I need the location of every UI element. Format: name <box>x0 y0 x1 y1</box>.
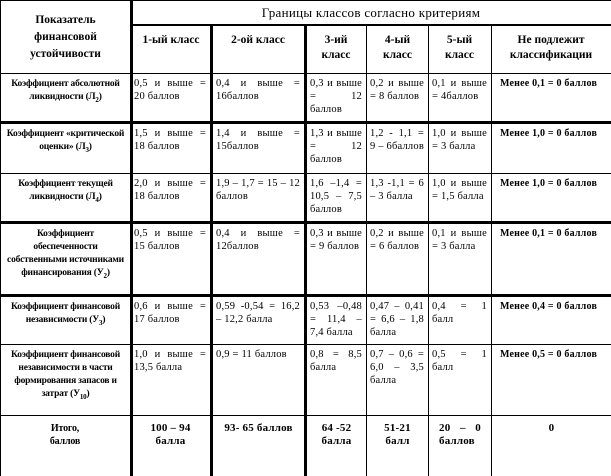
grid-col3 <box>304 25 307 476</box>
cell-class-3: 1,3 и выше = 12 баллов <box>310 128 362 165</box>
row-label <box>1 174 130 221</box>
total-cell-2: 93- 65 баллов <box>224 422 293 434</box>
class-header-5: 5-ый класс <box>444 34 475 61</box>
row-symbol-end: ) <box>98 92 102 102</box>
cell-class-1: 1,5 и выше = 18 баллов <box>134 128 206 152</box>
cell-class-1: 0,5 и выше = 20 баллов <box>134 78 206 102</box>
row-label-text: Коэффициент финансовой независимости <box>11 302 120 325</box>
row-symbol-subscript: 2 <box>95 95 99 104</box>
cell-class-5: 0,5 = 1 балл <box>432 349 487 373</box>
total-cell-1: 100 – 94 балла <box>150 422 191 447</box>
cell-class-3: 0,8 = 8,5 балла <box>310 349 362 373</box>
cell-class-3: 0,3 и выше = 12 баллов <box>310 78 362 115</box>
total-cell-6: 0 <box>548 422 555 434</box>
grid-col6 <box>491 25 492 476</box>
row-symbol-subscript: 3 <box>99 318 103 327</box>
grid-col4 <box>366 25 367 476</box>
cell-class-4: 0,2 и выше = 8 баллов <box>370 78 424 102</box>
cell-class-2: 0,4 и выше = 16баллов <box>216 78 300 102</box>
class-header-4: 4-ый класс <box>382 34 413 61</box>
total-cell-3: 64 -52 балла <box>321 422 352 447</box>
class-header-3: 3-ий класс <box>321 34 351 61</box>
row-symbol-end: ) <box>106 268 110 278</box>
row-symbol: (Л <box>75 142 86 152</box>
cell-class-4: 1,3 -1,1 = 6 – 3 балла <box>370 178 424 202</box>
corner-header-cell <box>0 0 131 74</box>
total-row-label: Итого, баллов <box>49 423 81 447</box>
cell-class-2: 1,4 и выше = 15баллов <box>216 128 300 152</box>
group-header: Границы классов согласно критериям <box>261 4 481 20</box>
cell-class-2: 0,59 -0,54 = 16,2 – 12,2 балла <box>216 301 300 325</box>
cell-not-classified: Менее 0,1 = 0 баллов <box>500 228 598 239</box>
grid-top <box>0 0 611 1</box>
row-symbol-end: ) <box>86 389 90 399</box>
cell-class-1: 1,0 и выше = 13,5 балла <box>134 349 206 373</box>
group-header-cell <box>131 0 611 25</box>
grid-col5 <box>428 25 429 476</box>
cell-class-5: 0,1 и выше = 3 балла <box>432 228 487 252</box>
row-symbol: (Л <box>85 92 96 102</box>
cell-class-4: 1,2 - 1,1 = 9 – 6баллов <box>370 128 424 152</box>
cell-class-3: 1,6 –1,4 = 10,5 – 7,5 баллов <box>310 178 362 215</box>
row-symbol-subscript: 2 <box>103 271 107 280</box>
row-label <box>1 345 130 415</box>
cell-class-5: 1,0 и выше = 1,5 балла <box>432 178 487 202</box>
row-label-text: Коэффициент «критической оценки» <box>6 129 125 152</box>
grid-col2 <box>210 25 213 476</box>
row-label-text: Коэффициент финансовой независимости в части формирования запасов и затрат <box>11 350 120 399</box>
class-header-6: Не подлежит классификации <box>509 34 593 61</box>
cell-class-4: 0,2 и выше = 6 баллов <box>370 228 424 252</box>
cell-class-1: 2,0 и выше = 18 баллов <box>134 178 206 202</box>
row-label <box>1 74 130 121</box>
cell-not-classified: Менее 1,0 = 0 баллов <box>500 178 598 189</box>
row-symbol: (У <box>89 315 100 325</box>
cell-class-5: 0,1 и выше = 4баллов <box>432 78 487 102</box>
grid-col1 <box>130 0 133 476</box>
row-label-text: Коэффициент абсолютной ликвидности <box>11 79 120 102</box>
cell-class-1: 0,5 и выше = 15 баллов <box>134 228 206 252</box>
row-symbol-end: ) <box>88 142 92 152</box>
cell-class-3: 0,3 и выше = 9 баллов <box>310 228 362 252</box>
row-symbol-end: ) <box>98 192 102 202</box>
row-symbol: (У <box>70 389 80 399</box>
class-header-2: 2-ой класс <box>231 34 285 46</box>
row-symbol-subscript: 4 <box>95 195 99 204</box>
row-symbol-subscript: 3 <box>85 145 89 154</box>
row-label <box>1 124 130 173</box>
row-symbol: (Л <box>85 192 96 202</box>
row-label <box>1 224 130 294</box>
row-label <box>1 297 130 344</box>
cell-class-5: 1,0 и выше = 3 балла <box>432 128 487 152</box>
cell-class-2: 0,9 = 11 баллов <box>216 349 287 360</box>
row-label-text: Коэффициент текущей ликвидности <box>18 179 113 202</box>
total-cell-5: 20 – 0 баллов <box>439 422 481 447</box>
cell-not-classified: Менее 0,4 = 0 баллов <box>500 301 598 312</box>
cell-class-2: 1,9 – 1,7 = 15 – 12 баллов <box>216 178 300 202</box>
cell-class-1: 0,6 и выше = 17 баллов <box>134 301 206 325</box>
cell-not-classified: Менее 0,1 = 0 баллов <box>500 78 598 89</box>
cell-class-5: 0,4 = 1 балл <box>432 301 487 325</box>
row-label-text: Коэффициент обеспеченности собственными источниками финансирования <box>7 229 124 278</box>
cell-not-classified: Менее 1,0 = 0 баллов <box>500 128 598 139</box>
row-symbol-end: ) <box>102 315 106 325</box>
grid-under-group <box>131 24 611 26</box>
cell-class-3: 0,53 –0,48 = 11,4 – 7,4 балла <box>310 301 362 338</box>
cell-not-classified: Менее 0,5 = 0 баллов <box>500 349 598 360</box>
cell-class-4: 0,7 – 0,6 = 6,0 – 3,5 балла <box>370 349 424 386</box>
total-cell-4: 51-21 балл <box>384 422 411 447</box>
class-header-1: 1-ый класс <box>142 34 200 46</box>
row-symbol-subscript: 10 <box>79 392 87 401</box>
grid-left <box>0 0 1 476</box>
cell-class-4: 0,47 – 0,41 = 6,6 – 1,8 балла <box>370 301 424 338</box>
cell-class-2: 0,4 и выше = 12баллов <box>216 228 300 252</box>
row-symbol: (У <box>93 268 104 278</box>
corner-header: Показатель финансовой устойчивости <box>30 13 101 60</box>
